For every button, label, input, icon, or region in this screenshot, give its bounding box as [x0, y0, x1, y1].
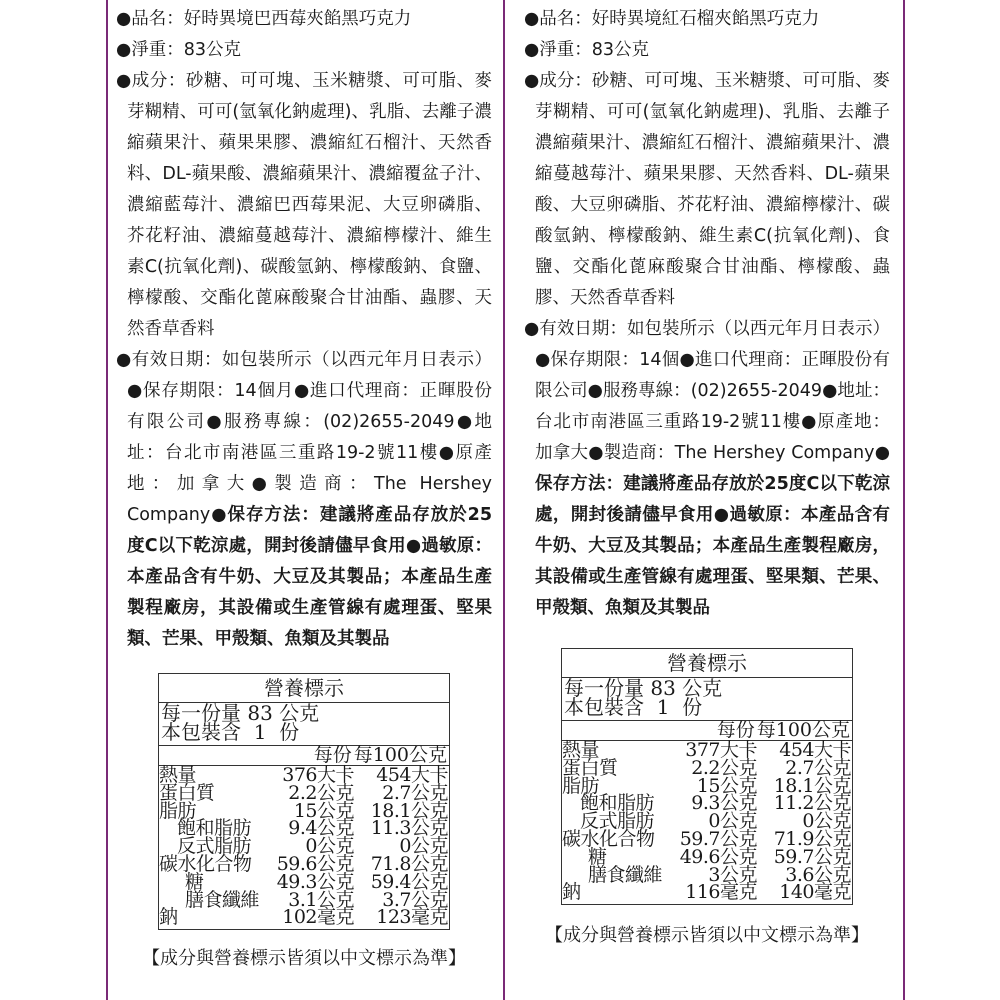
serving-size: 每一份量 83 公克: [161, 701, 320, 725]
nutrient-name: 鈉: [159, 906, 178, 929]
per-100g-value: 454大卡: [779, 739, 851, 761]
per-100g-value: 140毫克: [779, 881, 851, 904]
per-serving-value: 0公克: [305, 835, 354, 858]
net-weight: ●淨重：83公克: [524, 40, 650, 60]
nutrition-title: 營養標示: [561, 648, 853, 677]
info-text: ●有效日期：如包裝所示（以西元年月日表示）●保存期限：14個月●進口代理商：正暉股份有限公司●服務專線：(02)2655-2049●地址：台北市南港區三重路19-2號11樓●原產地：加拿大●製造商：The Hershey Company: [116, 350, 492, 525]
per-100g-value: 59.4公克: [370, 870, 448, 893]
nutrient-name: 脂肪: [159, 799, 197, 822]
nutrition-table: [561, 677, 853, 905]
nutrient-name: 碳水化合物: [562, 827, 655, 850]
nutrient-name: 糖: [185, 870, 204, 893]
storage-allergen-text: ●保存方法：建議將產品存放於25度C以下乾涼處，開封後請儘早食用●過敏原：本產品含有牛奶、大豆及其製品；本產品生產製程廠房，其設備或生產管線有處理蛋、堅果類、芒果、甲殼類、魚類及其製品: [127, 505, 492, 649]
nutrition-table: [158, 702, 450, 930]
per-serving-value: 59.6公克: [276, 852, 354, 875]
per-serving-value: 3.1公克: [288, 888, 354, 911]
per-serving-value: 49.3公克: [276, 870, 354, 893]
nutrient-name: 熱量: [562, 739, 600, 761]
product-info: [116, 345, 492, 655]
nutrient-name: 蛋白質: [562, 756, 618, 779]
per-100g-header: 每100公克: [353, 744, 447, 766]
per-serving-value: 2.2公克: [691, 756, 757, 779]
nutrient-name: 反式脂肪: [177, 835, 252, 858]
nutrient-name: 蛋白質: [159, 781, 215, 804]
storage-allergen-text: ●保存方法：建議將產品存放於25度C以下乾涼處，開封後請儘早食用●過敏原：本產品含有牛奶、大豆及其製品；本產品生產製程廠房，其設備或生產管線有處理蛋、堅果類、芒果、甲殼類、魚類及其製品: [535, 443, 890, 618]
per-100g-header: 每100公克: [756, 719, 850, 741]
per-serving-value: 3公克: [708, 863, 757, 886]
right-border-line: [903, 0, 905, 1000]
product-name: ●品名：好時異境巴西莓夾餡黑巧克力: [116, 9, 412, 29]
right-product-label: [524, 4, 890, 947]
nutrient-name: 飽和脂肪: [177, 817, 252, 840]
per-100g-value: 2.7公克: [785, 756, 851, 779]
per-serving-value: 102毫克: [282, 906, 354, 929]
net-weight: ●淨重：83公克: [116, 40, 242, 60]
per-100g-value: 454大卡: [376, 764, 448, 786]
nutrition-row: [562, 881, 852, 904]
left-product-label: [116, 4, 492, 970]
per-serving-value: 2.2公克: [288, 781, 354, 804]
info-text: ●有效日期：如包裝所示（以西元年月日表示）●保存期限：14個●進口代理商：正暉股份有限公司●服務專線：(02)2655-2049●地址：台北市南港區三重路19-2號11樓●原產地：加拿大●製造商：The Hershey Company: [524, 319, 890, 463]
per-serving-value: 15公克: [696, 774, 757, 797]
nutrient-name: 膳食纖維: [185, 888, 260, 911]
nutrition-header: [159, 746, 449, 766]
per-100g-value: 3.6公克: [785, 863, 851, 886]
product-info: [524, 314, 890, 624]
per-100g-value: 11.3公克: [370, 817, 448, 840]
per-serving-header: 每份: [313, 744, 352, 766]
chinese-label-note: 【成分與營養標示皆須以中文標示為準】: [545, 925, 869, 947]
per-100g-value: 71.9公克: [773, 827, 851, 850]
per-serving-value: 15公克: [293, 799, 354, 822]
per-100g-value: 2.7公克: [382, 781, 448, 804]
nutrient-name: 脂肪: [562, 774, 600, 797]
nutrient-name: 熱量: [159, 764, 197, 786]
per-serving-value: 9.3公克: [691, 792, 757, 815]
per-100g-value: 71.8公克: [370, 852, 448, 875]
ingredients: ●成分：砂糖、可可塊、玉米糖漿、可可脂、麥芽糊精、可可(氫氧化鈉處理)、乳脂、去離子濃縮蘋果汁、蘋果果膠、濃縮紅石榴汁、天然香料、DL-蘋果酸、濃縮蘋果汁、濃縮覆盆子汁、濃縮藍莓汁、濃縮巴西莓果泥、大豆卵磷脂、芥花籽油、濃縮蔓越莓汁、濃縮檸檬汁、維生素C(抗氧化劑)、碳酸氫鈉、檸檬酸鈉、食鹽、檸檬酸、交酯化蓖麻酸聚合甘油酯、蟲膠、天然香草香料: [116, 71, 492, 339]
center-divider-line: [503, 0, 505, 1000]
nutrient-name: 碳水化合物: [159, 852, 252, 875]
nutrient-name: 飽和脂肪: [580, 792, 655, 815]
per-100g-value: 0公克: [802, 810, 851, 833]
nutrient-name: 糖: [588, 845, 607, 868]
per-serving-value: 9.4公克: [288, 817, 354, 840]
nutrition-rows: [562, 741, 852, 904]
left-border-line: [106, 0, 108, 1000]
nutrition-header: [562, 721, 852, 741]
servings-per-package: 本包裝含 1 份: [161, 720, 300, 744]
per-serving-value: 59.7公克: [679, 827, 757, 850]
per-100g-value: 59.7公克: [773, 845, 851, 868]
product-name: ●品名：好時異境紅石榴夾餡黑巧克力: [524, 9, 820, 29]
nutrition-title: 營養標示: [158, 673, 450, 702]
per-serving-value: 49.6公克: [679, 845, 757, 868]
serving-info: [159, 703, 449, 746]
nutrient-name: 鈉: [562, 881, 581, 904]
serving-size: 每一份量 83 公克: [564, 676, 723, 700]
per-100g-value: 18.1公克: [370, 799, 448, 822]
nutrient-name: 反式脂肪: [580, 810, 655, 833]
nutrition-row: [159, 906, 449, 929]
serving-info: [562, 678, 852, 721]
per-100g-value: 123毫克: [376, 906, 448, 929]
per-100g-value: 11.2公克: [773, 792, 851, 815]
per-serving-value: 377大卡: [685, 739, 757, 761]
per-100g-value: 18.1公克: [773, 774, 851, 797]
per-serving-value: 376大卡: [282, 764, 354, 786]
nutrition-rows: [159, 766, 449, 929]
nutrient-name: 膳食纖維: [588, 863, 663, 886]
per-serving-header: 每份: [716, 719, 755, 741]
per-serving-value: 0公克: [708, 810, 757, 833]
per-serving-value: 116毫克: [685, 881, 757, 904]
per-100g-value: 0公克: [399, 835, 448, 858]
chinese-label-note: 【成分與營養標示皆須以中文標示為準】: [142, 948, 466, 970]
per-100g-value: 3.7公克: [382, 888, 448, 911]
servings-per-package: 本包裝含 1 份: [564, 695, 703, 719]
ingredients: ●成分：砂糖、可可塊、玉米糖漿、可可脂、麥芽糊精、可可(氫氧化鈉處理)、乳脂、去離子濃縮蘋果汁、濃縮紅石榴汁、濃縮蘋果汁、濃縮蔓越莓汁、蘋果果膠、天然香料、DL-蘋果酸、大豆卵磷脂、芥花籽油、濃縮檸檬汁、碳酸氫鈉、檸檬酸鈉、維生素C(抗氧化劑)、食鹽、交酯化蓖麻酸聚合甘油酯、檸檬酸、蟲膠、天然香草香料: [524, 71, 890, 308]
